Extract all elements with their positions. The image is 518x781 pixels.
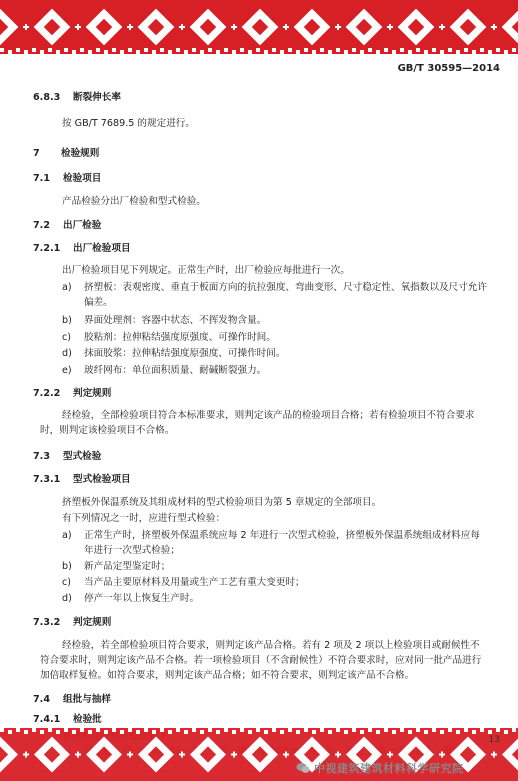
wechat-icon	[296, 762, 310, 774]
paragraph: 挤塑板外保温系统及其组成材料的型式检验项目为第 5 章规定的全部项目。	[62, 497, 382, 508]
band-cross	[25, 24, 27, 30]
band-edge-step	[400, 48, 404, 52]
band-edge-step	[432, 728, 436, 732]
section-heading-7	[33, 147, 99, 161]
band-edge-step	[168, 50, 172, 54]
section-title: 型式检验项目	[73, 474, 131, 485]
band-cross	[181, 752, 183, 758]
paragraph: 经检验，全部检验项目符合本标准要求，则判定该产品的检验项目合格；若有检验项目不符合要求	[62, 410, 475, 421]
section-heading-7-2	[33, 219, 101, 233]
standard-code: GB/T 30595—2014	[397, 63, 500, 74]
band-edge-step	[424, 730, 428, 734]
band-edge-step	[240, 48, 244, 52]
band-edge-step	[248, 730, 252, 734]
section-title: 出厂检验	[63, 220, 102, 231]
section-heading-7-3-2	[33, 616, 111, 630]
band-edge-step	[320, 728, 324, 732]
band-cross	[25, 752, 27, 758]
paragraph-continuation: 时，则判定该检验项目不合格。	[40, 425, 175, 436]
band-edge-step	[216, 730, 220, 734]
paragraph: 出厂检验项目见下列规定。正常生产时，出厂检验应每批进行一次。	[62, 265, 350, 276]
band-edge-step	[512, 48, 516, 52]
section-heading-7-2-1	[33, 242, 131, 256]
section-heading-7-4-1	[33, 713, 102, 727]
list-item	[62, 347, 285, 361]
band-edge-step	[336, 728, 340, 732]
band-edge-step	[464, 728, 468, 732]
section-number: 7.2.1	[33, 243, 61, 254]
band-edge-step	[56, 50, 60, 54]
list-marker: b)	[62, 561, 72, 572]
band-edge-step	[464, 48, 468, 52]
list-marker: a)	[62, 530, 72, 541]
band-edge-step	[304, 728, 308, 732]
band-edge-step	[152, 50, 156, 54]
band-cross	[285, 752, 287, 758]
band-edge-step	[504, 50, 508, 54]
band-edge-step	[504, 730, 508, 734]
section-number: 7.3	[33, 451, 50, 462]
section-heading-7-2-2	[33, 387, 111, 401]
band-edge-step	[104, 50, 108, 54]
section-number: 7	[33, 148, 40, 159]
band-cross	[337, 24, 339, 30]
section-title: 检验批	[73, 714, 102, 725]
list-text: 玻纤网布：单位面积质量、耐碱断裂强力。	[84, 365, 267, 376]
band-edge-step	[304, 48, 308, 52]
band-edge-step	[0, 728, 4, 732]
section-number: 7.4	[33, 694, 50, 705]
band-edge-step	[128, 728, 132, 732]
band-edge-step	[88, 730, 92, 734]
band-edge-step	[472, 730, 476, 734]
band-cross	[181, 24, 183, 30]
band-edge-step	[256, 48, 260, 52]
section-heading-7-4	[33, 693, 111, 707]
band-edge-step	[272, 48, 276, 52]
section-number: 7.4.1	[33, 714, 61, 725]
band-edge-step	[192, 728, 196, 732]
section-title: 出厂检验项目	[73, 243, 131, 254]
band-edge-step	[248, 50, 252, 54]
band-edge-step	[24, 50, 28, 54]
section-number: 7.3.1	[33, 474, 61, 485]
section-number: 7.1	[33, 173, 50, 184]
section-number: 6.8.3	[33, 92, 61, 103]
band-edge-step	[200, 730, 204, 734]
band-edge-step	[384, 48, 388, 52]
band-edge-step	[288, 48, 292, 52]
decorative-top-band	[0, 0, 518, 54]
list-marker: d)	[62, 593, 72, 604]
list-marker: c)	[62, 577, 72, 588]
paragraph-continuation: 加倍取样复检。如符合要求，则判定该产品合格；如不符合要求，则判定该产品不合格。	[40, 670, 415, 681]
band-edge-step	[312, 50, 316, 54]
section-title: 断裂伸长率	[73, 92, 121, 103]
band-cross	[233, 752, 235, 758]
band-edge-step	[440, 730, 444, 734]
band-edge-step	[272, 728, 276, 732]
ornament-pattern	[0, 0, 518, 54]
band-edge-step	[264, 50, 268, 54]
band-edge-step	[40, 730, 44, 734]
band-edge-step	[496, 48, 500, 52]
band-edge-step	[136, 730, 140, 734]
list-marker: a)	[62, 282, 72, 293]
band-edge-step	[432, 48, 436, 52]
list-item	[62, 331, 276, 345]
list-text: 胶粘剂：拉伸粘结强度原强度、可操作时间。	[84, 332, 276, 343]
band-edge-step	[48, 48, 52, 52]
band-edge-step	[72, 50, 76, 54]
band-cross	[129, 24, 131, 30]
band-edge-step	[160, 728, 164, 732]
band-edge-step	[120, 730, 124, 734]
paragraph: 按 GB/T 7689.5 的规定进行。	[62, 118, 195, 129]
band-cross	[77, 752, 79, 758]
band-edge-step	[256, 728, 260, 732]
band-edge-step	[456, 730, 460, 734]
band-edge-step	[112, 48, 116, 52]
list-marker: b)	[62, 315, 72, 326]
band-edge-step	[368, 728, 372, 732]
band-edge-step	[216, 50, 220, 54]
paragraph: 产品检验分出厂检验和型式检验。	[62, 196, 206, 207]
band-edge-step	[368, 48, 372, 52]
band-edge-step	[384, 728, 388, 732]
band-edge-step	[144, 48, 148, 52]
section-heading-7-3-1	[33, 473, 131, 487]
band-edge-step	[48, 728, 52, 732]
band-edge-step	[184, 50, 188, 54]
band-edge-step	[8, 730, 12, 734]
band-edge-step	[96, 728, 100, 732]
watermark-text: 中视建筑建筑材料科学研究院	[314, 762, 464, 775]
band-edge-step	[232, 50, 236, 54]
band-edge-step	[400, 728, 404, 732]
band-cross	[441, 24, 443, 30]
band-edge-step	[8, 50, 12, 54]
band-edge-step	[152, 730, 156, 734]
band-edge-step	[496, 728, 500, 732]
band-edge-step	[232, 730, 236, 734]
list-item	[62, 364, 266, 378]
list-item-continuation: 偏差。	[84, 297, 113, 308]
band-edge-step	[80, 728, 84, 732]
band-edge-step	[72, 730, 76, 734]
band-edge-step	[16, 728, 20, 732]
paragraph-continuation: 符合要求时，则判定该产品不合格。若一项检验项目（不含耐候性）不符合要求时，应对同一批产品进行	[40, 655, 482, 666]
paragraph: 经检验，若全部检验项目符合要求，则判定该产品合格。若有 2 项及 2 项以上检验项目或耐候性不	[62, 640, 480, 651]
watermark	[296, 760, 464, 776]
band-edge-step	[160, 48, 164, 52]
band-edge-step	[280, 730, 284, 734]
list-item	[62, 576, 305, 590]
band-edge-step	[64, 48, 68, 52]
band-edge-step	[376, 50, 380, 54]
section-heading-7-1	[33, 172, 101, 186]
band-edge-step	[408, 730, 412, 734]
band-cross	[493, 752, 495, 758]
band-edge-step	[336, 48, 340, 52]
section-number: 7.2.2	[33, 388, 61, 399]
list-item	[62, 281, 487, 295]
band-edge-step	[184, 730, 188, 734]
band-cross	[129, 752, 131, 758]
band-edge-step	[488, 730, 492, 734]
band-cross	[441, 752, 443, 758]
band-edge-step	[344, 50, 348, 54]
section-number: 7.2	[33, 220, 50, 231]
section-heading-7-3	[33, 450, 101, 464]
band-edge-step	[136, 50, 140, 54]
band-edge-step	[56, 730, 60, 734]
band-edge-step	[360, 730, 364, 734]
band-edge-step	[480, 48, 484, 52]
band-edge-step	[328, 50, 332, 54]
section-number: 7.3.2	[33, 617, 61, 628]
band-edge-step	[360, 50, 364, 54]
band-edge-step	[416, 48, 420, 52]
band-edge-step	[200, 50, 204, 54]
section-title: 组批与抽样	[63, 694, 111, 705]
list-marker: d)	[62, 348, 72, 359]
band-edge-step	[168, 730, 172, 734]
band-edge-step	[328, 730, 332, 734]
list-text: 新产品定型鉴定时；	[84, 561, 171, 572]
band-edge-step	[208, 48, 212, 52]
band-edge-step	[224, 48, 228, 52]
band-edge-step	[32, 728, 36, 732]
band-edge-step	[296, 730, 300, 734]
band-edge-step	[176, 48, 180, 52]
section-title: 检验规则	[61, 148, 100, 159]
section-title: 型式检验	[63, 451, 102, 462]
band-edge-step	[424, 50, 428, 54]
band-edge-step	[344, 730, 348, 734]
section-title: 检验项目	[63, 173, 102, 184]
band-edge-step	[120, 50, 124, 54]
list-item-continuation: 年进行一次型式检验；	[84, 545, 180, 556]
band-edge-step	[480, 728, 484, 732]
band-edge-step	[144, 728, 148, 732]
band-cross	[389, 752, 391, 758]
band-edge-step	[80, 48, 84, 52]
band-edge-step	[320, 48, 324, 52]
list-item	[62, 560, 170, 574]
list-text: 停产一年以上恢复生产时。	[84, 593, 200, 604]
section-title: 判定规则	[73, 388, 112, 399]
band-edge-step	[440, 50, 444, 54]
band-edge-step	[312, 730, 316, 734]
band-edge-step	[376, 730, 380, 734]
band-edge-step	[0, 48, 4, 52]
band-edge-step	[176, 728, 180, 732]
page-number: 13	[488, 735, 500, 745]
section-heading-6-8-3	[33, 91, 121, 105]
paragraph: 有下列情况之一时，应进行型式检验：	[62, 513, 226, 524]
list-text: 界面处理剂：容器中状态、不挥发物含量。	[84, 315, 267, 326]
list-text: 抹面胶浆：拉伸粘结强度原强度、可操作时间。	[84, 348, 286, 359]
list-text: 正常生产时，挤塑板外保温系统应每 2 年进行一次型式检验，挤塑板外保温系统组成材料应每	[84, 530, 480, 541]
band-edge-step	[96, 48, 100, 52]
band-edge-step	[512, 728, 516, 732]
list-marker: e)	[62, 365, 72, 376]
band-edge-step	[240, 728, 244, 732]
band-edge-step	[32, 48, 36, 52]
list-item	[62, 529, 480, 543]
section-title: 判定规则	[73, 617, 112, 628]
band-edge-step	[392, 730, 396, 734]
band-edge-step	[264, 730, 268, 734]
list-marker: c)	[62, 332, 72, 343]
band-edge-step	[416, 728, 420, 732]
band-edge-step	[352, 48, 356, 52]
band-edge-step	[112, 728, 116, 732]
band-edge-step	[16, 48, 20, 52]
band-edge-step	[208, 728, 212, 732]
band-edge-step	[24, 730, 28, 734]
band-edge-step	[456, 50, 460, 54]
band-edge-step	[104, 730, 108, 734]
band-edge-step	[488, 50, 492, 54]
band-edge-step	[392, 50, 396, 54]
list-item	[62, 314, 266, 328]
band-edge-step	[64, 728, 68, 732]
band-edge-step	[472, 50, 476, 54]
list-text: 挤塑板：表观密度、垂直于板面方向的抗拉强度、弯曲变形、尺寸稳定性、氧指数以及尺寸允许	[84, 282, 487, 293]
band-cross	[285, 24, 287, 30]
band-edge-step	[224, 728, 228, 732]
band-edge-step	[288, 728, 292, 732]
band-cross	[493, 24, 495, 30]
band-edge-step	[192, 48, 196, 52]
band-cross	[389, 24, 391, 30]
band-edge-step	[352, 728, 356, 732]
list-text: 当产品主要原材料及用量或生产工艺有重大变更时；	[84, 577, 305, 588]
band-edge-step	[128, 48, 132, 52]
band-edge-step	[408, 50, 412, 54]
band-cross	[77, 24, 79, 30]
band-cross	[337, 752, 339, 758]
band-edge-step	[88, 50, 92, 54]
band-edge-step	[448, 728, 452, 732]
band-edge-step	[40, 50, 44, 54]
band-edge-step	[448, 48, 452, 52]
list-item	[62, 592, 199, 606]
band-edge-step	[296, 50, 300, 54]
band-cross	[233, 24, 235, 30]
band-edge-step	[280, 50, 284, 54]
